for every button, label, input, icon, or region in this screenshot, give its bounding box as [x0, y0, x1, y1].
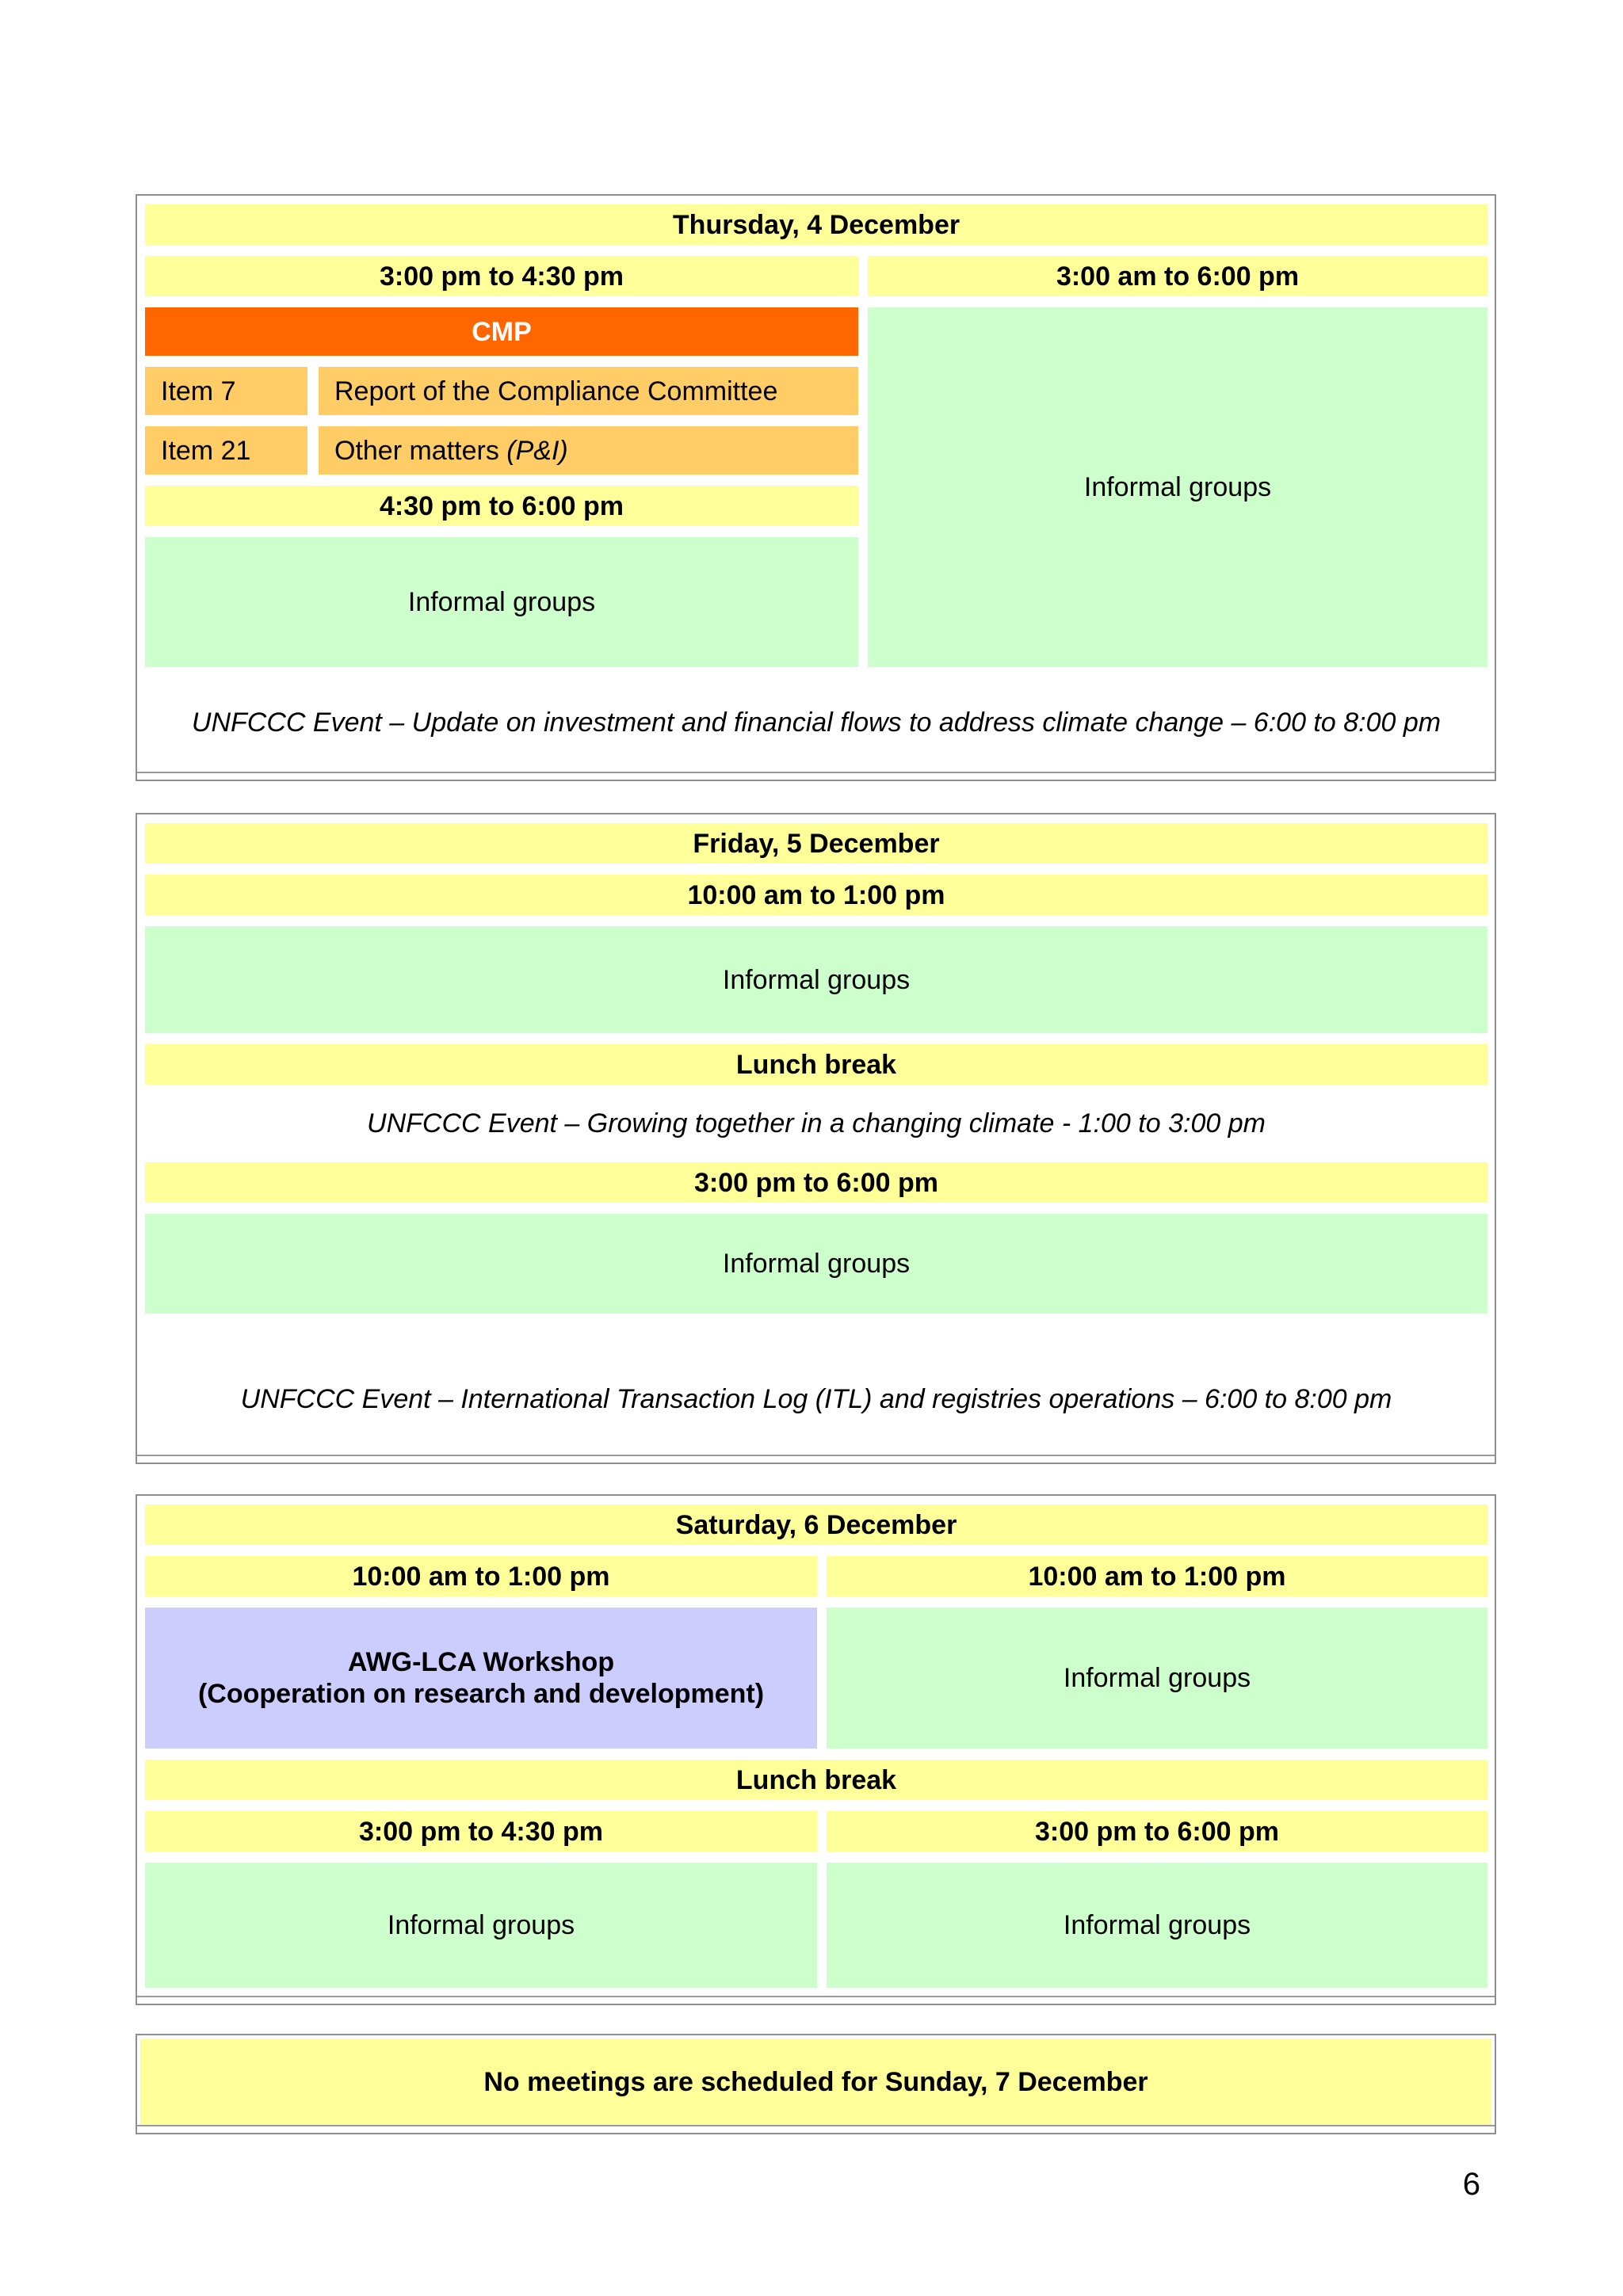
- saturday-day-header: Saturday, 6 December: [145, 1505, 1487, 1545]
- thursday-event: UNFCCC Event – Update on investment and financial flows to address climate change – 6:00 to 8:00 pm: [191, 707, 1442, 738]
- thursday-left-informal-groups: Informal groups: [145, 537, 858, 667]
- friday-time-header-1: 10:00 am to 1:00 pm: [145, 875, 1487, 915]
- sunday-notice: No meetings are scheduled for Sunday, 7 December: [140, 2039, 1491, 2125]
- thursday-item-title: [319, 367, 858, 415]
- thursday-block: [136, 194, 1496, 781]
- saturday-left-informal-groups-2: Informal groups: [145, 1863, 817, 1988]
- thursday-item-text: Other matters: [334, 435, 507, 466]
- page-number: 6: [1462, 2167, 1480, 2202]
- thursday-item-title: [319, 426, 858, 475]
- thursday-item-number: Item 7: [145, 367, 307, 415]
- friday-time-header-2: 3:00 pm to 6:00 pm: [145, 1162, 1487, 1203]
- thursday-item-note: (P&I): [506, 435, 568, 466]
- workshop-subtitle: (Cooperation on research and development): [197, 1679, 765, 1709]
- saturday-right-informal-groups-1: Informal groups: [827, 1608, 1487, 1749]
- friday-event-2: UNFCCC Event – International Transaction Log (ITL) and registries operations – 6:00 to 8:00 pm: [240, 1384, 1392, 1414]
- thursday-right-time-header: 3:00 am to 6:00 pm: [868, 256, 1487, 296]
- saturday-right-time-header-2: 3:00 pm to 6:00 pm: [827, 1811, 1487, 1852]
- thursday-right-informal-groups: Informal groups: [868, 307, 1487, 667]
- saturday-lunch-break: Lunch break: [145, 1760, 1487, 1800]
- sunday-block: [136, 2034, 1496, 2134]
- workshop-title: AWG-LCA Workshop: [347, 1647, 615, 1677]
- thursday-left-time-header-2: 4:30 pm to 6:00 pm: [145, 486, 858, 526]
- friday-day-header: Friday, 5 December: [145, 823, 1487, 864]
- saturday-awg-lca-workshop: [145, 1608, 817, 1749]
- saturday-right-informal-groups-2: Informal groups: [827, 1863, 1487, 1988]
- friday-block: [136, 813, 1496, 1464]
- friday-informal-groups-1: Informal groups: [145, 926, 1487, 1033]
- thursday-cmp-header: CMP: [145, 307, 858, 356]
- thursday-item-number: Item 21: [145, 426, 307, 475]
- friday-informal-groups-2: Informal groups: [145, 1214, 1487, 1314]
- thursday-item-text: Report of the Compliance Committee: [334, 376, 778, 406]
- friday-lunch-break: Lunch break: [145, 1044, 1487, 1085]
- saturday-right-time-header-1: 10:00 am to 1:00 pm: [827, 1556, 1487, 1596]
- thursday-left-time-header: 3:00 pm to 4:30 pm: [145, 256, 858, 296]
- saturday-left-time-header-1: 10:00 am to 1:00 pm: [145, 1556, 817, 1596]
- thursday-day-header: Thursday, 4 December: [145, 204, 1487, 245]
- friday-event-1: UNFCCC Event – Growing together in a changing climate - 1:00 to 3:00 pm: [367, 1108, 1266, 1138]
- saturday-left-time-header-2: 3:00 pm to 4:30 pm: [145, 1811, 817, 1852]
- saturday-block: [136, 1494, 1496, 2005]
